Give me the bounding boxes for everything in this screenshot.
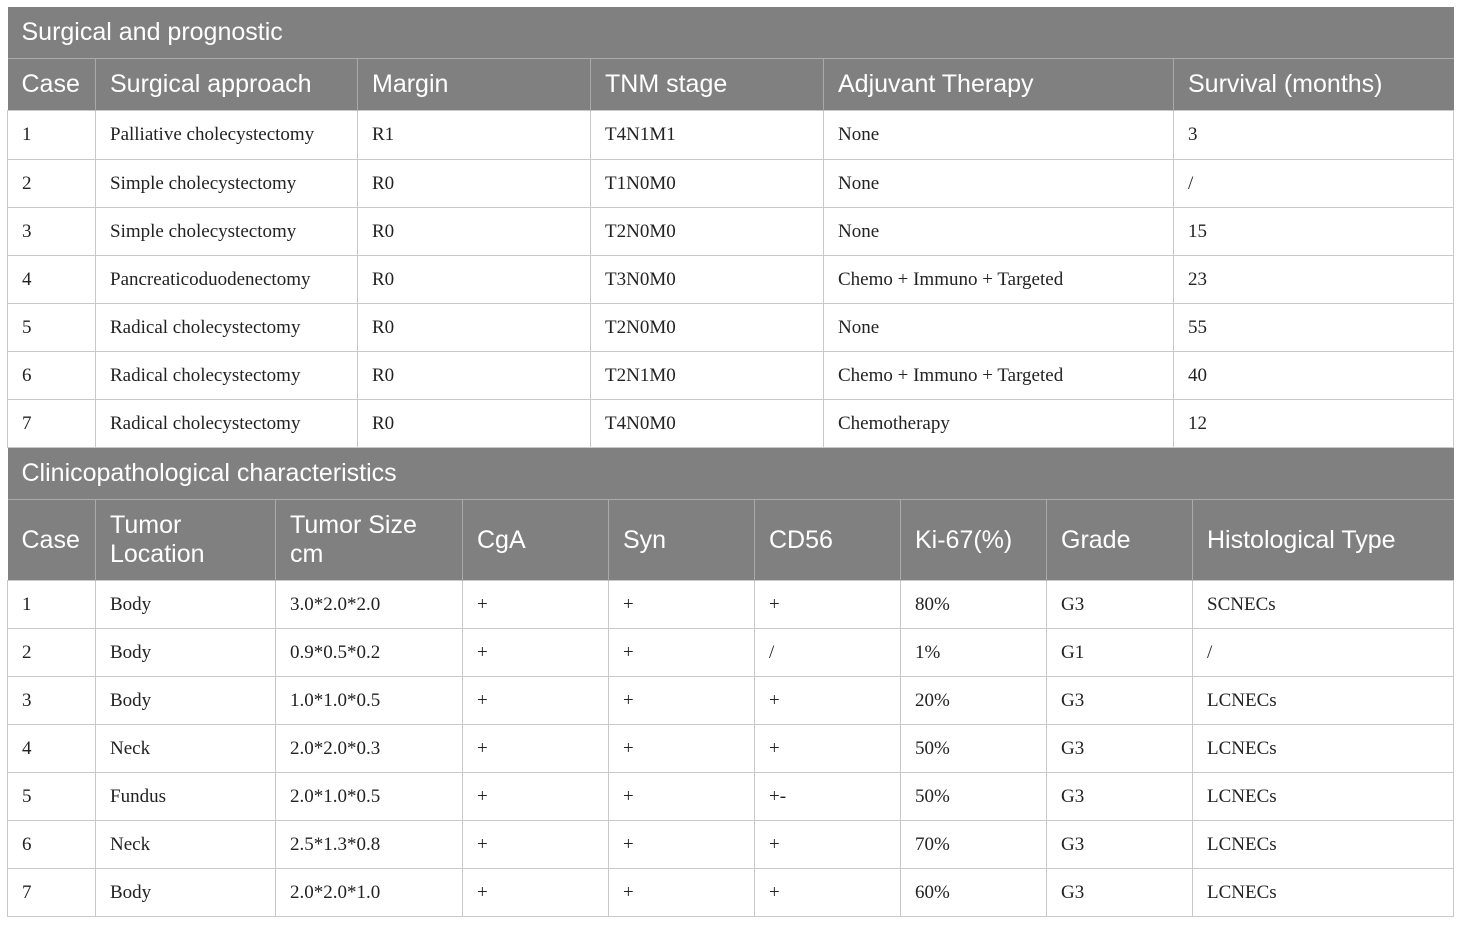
table-cell: + xyxy=(463,773,609,821)
table-cell: + xyxy=(463,581,609,629)
table-row xyxy=(8,629,1454,677)
column-header: Histological Type xyxy=(1193,500,1454,581)
table-cell: 0.9*0.5*0.2 xyxy=(276,629,463,677)
table-cell: 3.0*2.0*2.0 xyxy=(276,581,463,629)
table-cell: 7 xyxy=(8,400,96,448)
table-cell: R1 xyxy=(358,111,591,160)
table-cell: Fundus xyxy=(96,773,276,821)
table-cell: 5 xyxy=(8,773,96,821)
table-cell: 2.0*2.0*0.3 xyxy=(276,725,463,773)
table-row xyxy=(8,725,1454,773)
column-header: TNM stage xyxy=(591,59,824,111)
table-cell: + xyxy=(609,821,755,869)
table-cell: Body xyxy=(96,581,276,629)
table-cell: 60% xyxy=(901,869,1047,917)
table-row xyxy=(8,677,1454,725)
table-cell: T3N0M0 xyxy=(591,256,824,304)
table-cell: R0 xyxy=(358,160,591,208)
table-cell: 15 xyxy=(1174,208,1454,256)
table-cell: Chemo + Immuno + Targeted xyxy=(824,256,1174,304)
table-cell: T4N1M1 xyxy=(591,111,824,160)
clinicopathological-table xyxy=(7,448,1454,917)
table-cell: Radical cholecystectomy xyxy=(96,352,358,400)
table-cell: R0 xyxy=(358,208,591,256)
table-cell: Body xyxy=(96,677,276,725)
table-row xyxy=(8,581,1454,629)
table-cell: Chemo + Immuno + Targeted xyxy=(824,352,1174,400)
table-cell: T2N0M0 xyxy=(591,304,824,352)
table-cell: LCNECs xyxy=(1193,677,1454,725)
table-cell: Pancreaticoduodenectomy xyxy=(96,256,358,304)
table-cell: 50% xyxy=(901,773,1047,821)
column-header: Tumor Location xyxy=(96,500,276,581)
table-cell: Body xyxy=(96,629,276,677)
table-cell: 55 xyxy=(1174,304,1454,352)
table-cell: 50% xyxy=(901,725,1047,773)
table-row xyxy=(8,160,1454,208)
table-cell: / xyxy=(1174,160,1454,208)
table-cell: R0 xyxy=(358,256,591,304)
table-cell: Simple cholecystectomy xyxy=(96,160,358,208)
section-header-row xyxy=(8,448,1454,500)
table-cell: + xyxy=(755,821,901,869)
table-cell: LCNECs xyxy=(1193,821,1454,869)
table-cell: 2 xyxy=(8,160,96,208)
column-header: Survival (months) xyxy=(1174,59,1454,111)
table-cell: 1.0*1.0*0.5 xyxy=(276,677,463,725)
table-cell: Radical cholecystectomy xyxy=(96,400,358,448)
table-cell: + xyxy=(609,869,755,917)
column-header: CD56 xyxy=(755,500,901,581)
table-cell: + xyxy=(609,773,755,821)
column-header-row xyxy=(8,500,1454,581)
table-cell: None xyxy=(824,304,1174,352)
column-header: Grade xyxy=(1047,500,1193,581)
table-cell: None xyxy=(824,160,1174,208)
table-row xyxy=(8,304,1454,352)
results-table xyxy=(7,7,1453,917)
table-cell: 7 xyxy=(8,869,96,917)
table-cell: Palliative cholecystectomy xyxy=(96,111,358,160)
table-row xyxy=(8,352,1454,400)
table-cell: 1 xyxy=(8,581,96,629)
surgical-prognostic-table xyxy=(7,7,1454,448)
table-cell: 1 xyxy=(8,111,96,160)
table-cell: Simple cholecystectomy xyxy=(96,208,358,256)
table-cell: + xyxy=(463,869,609,917)
table-cell: + xyxy=(755,581,901,629)
table-cell: G3 xyxy=(1047,677,1193,725)
table-cell: 2.0*1.0*0.5 xyxy=(276,773,463,821)
table-cell: 2.0*2.0*1.0 xyxy=(276,869,463,917)
column-header: Margin xyxy=(358,59,591,111)
table-cell: G3 xyxy=(1047,869,1193,917)
table-cell: T4N0M0 xyxy=(591,400,824,448)
table-cell: +- xyxy=(755,773,901,821)
table-cell: Body xyxy=(96,869,276,917)
table-cell: Neck xyxy=(96,725,276,773)
table-row xyxy=(8,869,1454,917)
table-cell: 3 xyxy=(8,677,96,725)
table-cell: G3 xyxy=(1047,821,1193,869)
table-cell: + xyxy=(463,821,609,869)
table-cell: None xyxy=(824,111,1174,160)
table-cell: 6 xyxy=(8,352,96,400)
table-row xyxy=(8,400,1454,448)
column-header: Surgical approach xyxy=(96,59,358,111)
table-cell: + xyxy=(463,725,609,773)
table-cell: 20% xyxy=(901,677,1047,725)
table-cell: 23 xyxy=(1174,256,1454,304)
table-cell: LCNECs xyxy=(1193,773,1454,821)
column-header: Tumor Size cm xyxy=(276,500,463,581)
table-cell: 4 xyxy=(8,256,96,304)
table-cell: + xyxy=(609,725,755,773)
section-title-clinicopathological: Clinicopathological characteristics xyxy=(8,448,1454,500)
table-cell: 1% xyxy=(901,629,1047,677)
table-cell: + xyxy=(463,677,609,725)
table-cell: + xyxy=(755,869,901,917)
table-cell: R0 xyxy=(358,352,591,400)
table-cell: 2.5*1.3*0.8 xyxy=(276,821,463,869)
table-cell: R0 xyxy=(358,304,591,352)
section-header-row xyxy=(8,7,1454,59)
table-cell: 2 xyxy=(8,629,96,677)
table-cell: T2N0M0 xyxy=(591,208,824,256)
table-cell: + xyxy=(609,581,755,629)
section-title-surgical: Surgical and prognostic xyxy=(8,7,1454,59)
table-cell: T1N0M0 xyxy=(591,160,824,208)
table-cell: SCNECs xyxy=(1193,581,1454,629)
column-header: Case xyxy=(8,500,96,581)
table-cell: + xyxy=(755,725,901,773)
table-cell: 3 xyxy=(8,208,96,256)
table-cell: Neck xyxy=(96,821,276,869)
table-cell: 3 xyxy=(1174,111,1454,160)
table-cell: 12 xyxy=(1174,400,1454,448)
table-cell: + xyxy=(609,629,755,677)
table-cell: G3 xyxy=(1047,725,1193,773)
table-cell: LCNECs xyxy=(1193,725,1454,773)
table-cell: + xyxy=(463,629,609,677)
table-cell: 70% xyxy=(901,821,1047,869)
column-header: Adjuvant Therapy xyxy=(824,59,1174,111)
table-row xyxy=(8,256,1454,304)
column-header: Ki-67(%) xyxy=(901,500,1047,581)
table-cell: G1 xyxy=(1047,629,1193,677)
table-cell: + xyxy=(755,677,901,725)
table-row xyxy=(8,773,1454,821)
table-cell: G3 xyxy=(1047,581,1193,629)
table-cell: None xyxy=(824,208,1174,256)
table-cell: 40 xyxy=(1174,352,1454,400)
table-row xyxy=(8,208,1454,256)
table-cell: 4 xyxy=(8,725,96,773)
column-header-row xyxy=(8,59,1454,111)
table-cell: T2N1M0 xyxy=(591,352,824,400)
table-row xyxy=(8,821,1454,869)
table-cell: / xyxy=(1193,629,1454,677)
table-cell: Chemotherapy xyxy=(824,400,1174,448)
table-cell: Radical cholecystectomy xyxy=(96,304,358,352)
table-cell: 6 xyxy=(8,821,96,869)
table-cell: LCNECs xyxy=(1193,869,1454,917)
column-header: Case xyxy=(8,59,96,111)
column-header: CgA xyxy=(463,500,609,581)
table-cell: + xyxy=(609,677,755,725)
table-cell: 80% xyxy=(901,581,1047,629)
table-cell: 5 xyxy=(8,304,96,352)
table-cell: R0 xyxy=(358,400,591,448)
column-header: Syn xyxy=(609,500,755,581)
table-cell: / xyxy=(755,629,901,677)
table-cell: G3 xyxy=(1047,773,1193,821)
table-row xyxy=(8,111,1454,160)
